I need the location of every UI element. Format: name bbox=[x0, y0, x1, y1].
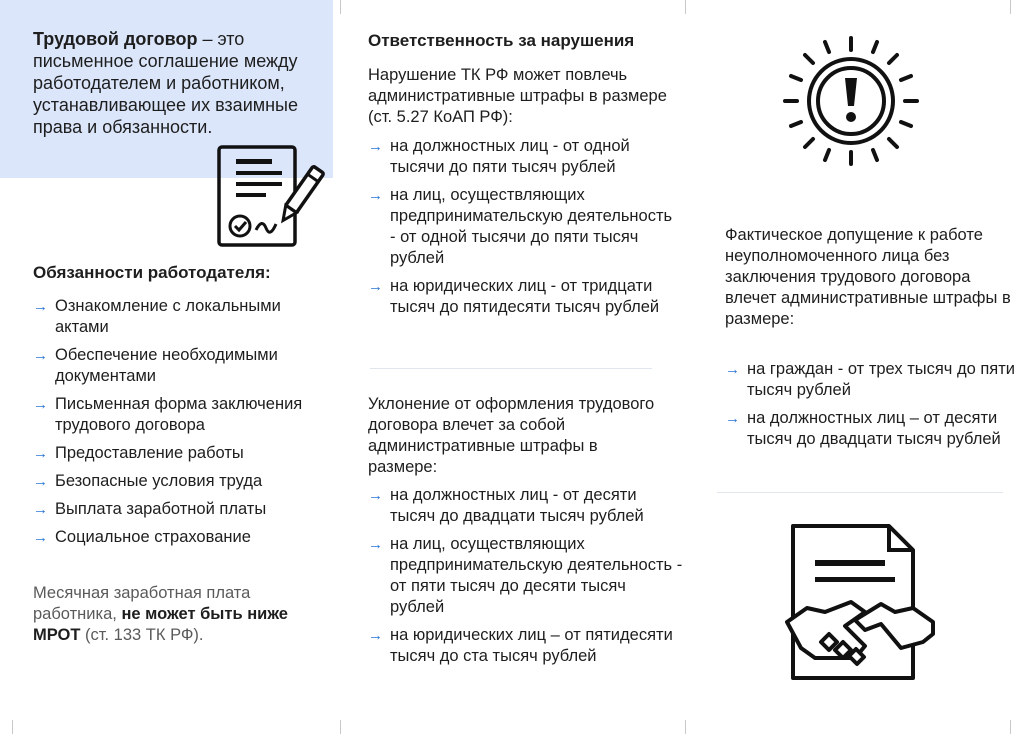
list-item: → Социальное страхование bbox=[33, 528, 251, 546]
employer-duties-section bbox=[33, 262, 333, 548]
section-divider bbox=[370, 368, 652, 369]
arrow-right-icon: → bbox=[33, 445, 48, 462]
contract-signing-icon bbox=[216, 144, 326, 248]
arrow-right-icon: → bbox=[368, 536, 383, 553]
arrow-right-icon: → bbox=[368, 487, 383, 504]
arrow-right-icon: → bbox=[368, 138, 383, 155]
list-item: → на должностных лиц - от одной тысячи до пяти тысяч рублей bbox=[368, 137, 630, 176]
handshake-document-icon bbox=[785, 522, 935, 682]
arrow-right-icon: → bbox=[368, 627, 383, 644]
liability-fines-list bbox=[368, 136, 678, 318]
list-item: → на должностных лиц - от десяти тысяч до двадцати тысяч рублей bbox=[368, 486, 644, 525]
admission-fines-list bbox=[725, 359, 1015, 450]
liability-intro: Нарушение ТК РФ может повлечь административные штрафы в размере (ст. 5.27 КоАП РФ): bbox=[368, 66, 667, 126]
contract-definition-text: – это письменное соглашение между работодателем и работником, устанавливающее их взаимные права и обязанности. bbox=[33, 29, 299, 137]
fold-mark bbox=[340, 0, 341, 14]
list-item: → Выплата заработной платы bbox=[33, 500, 267, 518]
fold-mark bbox=[685, 720, 686, 734]
left-panel bbox=[0, 0, 340, 734]
evasion-intro: Уклонение от оформления трудового договора влечет за собой административные штрафы в размере: bbox=[368, 395, 655, 476]
arrow-right-icon: → bbox=[33, 501, 48, 518]
list-item: → на должностных лиц – от десяти тысяч до двадцати тысяч рублей bbox=[725, 409, 1001, 448]
arrow-right-icon: → bbox=[33, 396, 48, 413]
liability-heading: Ответственность за нарушения bbox=[368, 31, 635, 50]
fold-mark bbox=[1010, 0, 1011, 14]
employer-duties-heading: Обязанности работодателя: bbox=[33, 263, 271, 282]
arrow-right-icon: → bbox=[368, 278, 383, 295]
middle-panel bbox=[340, 0, 685, 734]
right-panel bbox=[685, 0, 1024, 734]
minimum-wage-note: Месячная заработная плата работника, не может быть ниже МРОТ (ст. 133 ТК РФ). bbox=[33, 584, 288, 644]
list-item: → Безопасные условия труда bbox=[33, 472, 263, 490]
arrow-right-icon: → bbox=[33, 473, 48, 490]
contract-definition bbox=[33, 28, 333, 138]
warning-sun-icon bbox=[781, 34, 921, 168]
arrow-right-icon: → bbox=[368, 187, 383, 204]
list-item: → Письменная форма заключения трудового договора bbox=[33, 395, 303, 434]
contract-term: Трудовой договор bbox=[33, 29, 198, 49]
list-item: → на юридических лиц - от тридцати тысяч до пятидесяти тысяч рублей bbox=[368, 277, 660, 316]
list-item: → Обеспечение необходимыми документами bbox=[33, 346, 278, 385]
fold-mark bbox=[1010, 720, 1011, 734]
evasion-fines-list bbox=[368, 485, 683, 667]
section-divider bbox=[717, 492, 1003, 493]
arrow-right-icon: → bbox=[33, 347, 48, 364]
list-item: → на юридических лиц – от пятидесяти тысяч до ста тысяч рублей bbox=[368, 626, 673, 665]
minimum-wage-emphasis: не может быть ниже МРОТ bbox=[33, 605, 288, 644]
admission-intro: Фактическое допущение к работе неуполномоченного лица без заключения трудового договора влечет административные штрафы в размере: bbox=[725, 226, 1011, 328]
fold-mark bbox=[340, 720, 341, 734]
list-item: → на граждан - от трех тысяч до пяти тысяч рублей bbox=[725, 360, 1016, 399]
arrow-right-icon: → bbox=[33, 298, 48, 315]
employer-duties-list bbox=[33, 296, 333, 548]
fold-mark bbox=[12, 720, 13, 734]
list-item: → на лиц, осуществляющих предпринимательскую деятельность - от пяти тысяч до десяти тысяч рублей bbox=[368, 535, 683, 616]
arrow-right-icon: → bbox=[33, 529, 48, 546]
list-item: → Предоставление работы bbox=[33, 444, 244, 462]
list-item: → Ознакомление с локальными актами bbox=[33, 297, 281, 336]
fold-mark bbox=[685, 0, 686, 14]
arrow-right-icon: → bbox=[725, 361, 740, 378]
list-item: → на лиц, осуществляющих предпринимательскую деятельность - от одной тысячи до пяти тысяч рублей bbox=[368, 186, 673, 267]
arrow-right-icon: → bbox=[725, 410, 740, 427]
